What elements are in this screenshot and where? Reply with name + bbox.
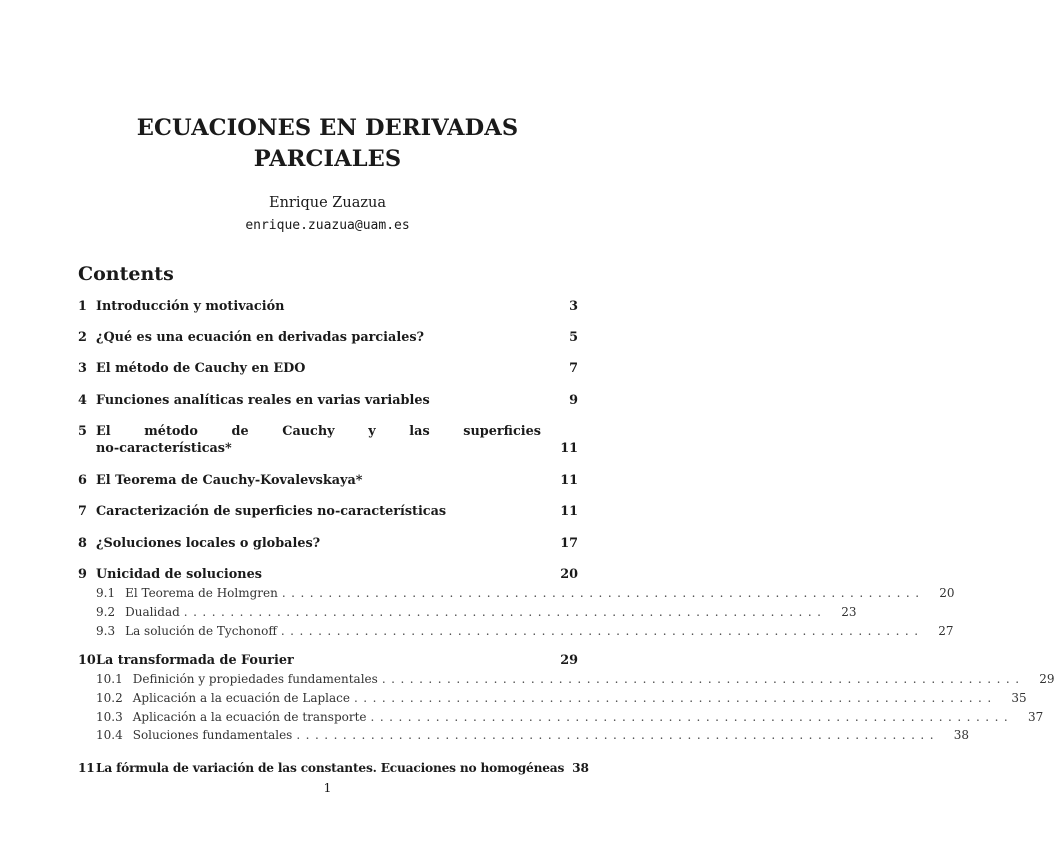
title-word: las — [409, 424, 430, 439]
subsection-page: 29 — [1039, 672, 1055, 686]
title-word: de — [231, 424, 249, 439]
subsection-number: 10.1 — [96, 672, 123, 686]
toc-section-11[interactable] — [78, 760, 589, 776]
section-page: 29 — [560, 653, 578, 668]
page-number: 1 — [323, 780, 332, 795]
subsection-title: Aplicación a la ecuación de Laplace — [132, 691, 350, 705]
section-page: 17 — [560, 536, 578, 551]
section-number: 8 — [78, 536, 87, 551]
subsection-number: 9.2 — [96, 605, 116, 619]
subsection-page: 35 — [1011, 691, 1027, 705]
section-page: 11 — [560, 473, 578, 488]
toc-section-8[interactable] — [78, 536, 578, 552]
toc-subsection-10-2[interactable] — [96, 691, 1027, 706]
toc-section-5[interactable] — [78, 424, 578, 458]
toc-section-9[interactable] — [78, 567, 578, 583]
section-title: El Teorema de Cauchy-Kovalevskaya* — [96, 473, 363, 488]
leader-dots: ..................................................................... — [381, 672, 1025, 686]
toc-subsection-10-3[interactable] — [96, 710, 1044, 725]
section-page: 38 — [572, 761, 589, 775]
section-page: 9 — [569, 393, 578, 408]
title-word: método — [144, 424, 198, 439]
section-title-line-1 — [96, 424, 541, 440]
subsection-number: 9.3 — [96, 624, 116, 638]
subsection-title: Dualidad — [125, 605, 180, 619]
subsection-title: Soluciones fundamentales — [132, 728, 293, 742]
toc-subsection-9-3[interactable] — [96, 624, 954, 639]
section-number: 2 — [78, 330, 87, 345]
title-word: Cauchy — [282, 424, 335, 439]
section-number: 4 — [78, 393, 87, 408]
leader-dots: ..................................................................... — [183, 605, 827, 619]
title-line-1: ECUACIONES EN DERIVADAS — [136, 115, 519, 141]
section-title: Caracterización de superficies no-características — [96, 504, 447, 519]
leader-dots: ..................................................................... — [353, 691, 997, 705]
subsection-title: Aplicación a la ecuación de transporte — [132, 710, 367, 724]
section-title: ¿Qué es una ecuación en derivadas parciales? — [96, 330, 425, 345]
section-number: 9 — [78, 567, 87, 582]
toc-subsection-10-4[interactable] — [96, 728, 970, 743]
section-title: ¿Soluciones locales o globales? — [96, 536, 321, 551]
subsection-title: El Teorema de Holmgren — [125, 586, 278, 600]
section-number: 1 — [78, 299, 87, 314]
subsection-number: 10.4 — [96, 728, 123, 742]
section-number: 5 — [78, 424, 87, 439]
section-page: 20 — [560, 567, 578, 582]
title-line-2: PARCIALES — [253, 146, 402, 172]
section-number: 6 — [78, 473, 87, 488]
contents-heading: Contents — [78, 263, 174, 285]
section-number: 7 — [78, 504, 87, 519]
section-page: 11 — [560, 504, 578, 519]
subsection-page: 20 — [939, 586, 955, 600]
toc-section-10[interactable] — [78, 653, 578, 669]
section-title: El método de Cauchy en EDO — [96, 361, 306, 376]
section-title: Introducción y motivación — [96, 299, 285, 314]
toc-section-7[interactable] — [78, 504, 578, 520]
section-title: La fórmula de variación de las constantes. Ecuaciones no homogéneas — [96, 761, 565, 775]
subsection-page: 23 — [841, 605, 857, 619]
subsection-title: La solución de Tychonoff — [125, 624, 277, 638]
section-page: 7 — [569, 361, 578, 376]
section-title: Unicidad de soluciones — [96, 567, 262, 582]
leader-dots: ..................................................................... — [280, 624, 924, 638]
toc-section-3[interactable] — [78, 361, 578, 377]
section-page: 11 — [560, 441, 578, 456]
section-title-line-2: no-características* — [96, 441, 232, 456]
leader-dots: ..................................................................... — [370, 710, 1014, 724]
section-number: 10 — [78, 653, 96, 668]
subsection-number: 10.2 — [96, 691, 123, 705]
author-name: Enrique Zuazua — [269, 195, 386, 211]
toc-subsection-9-2[interactable] — [96, 605, 857, 620]
subsection-number: 9.1 — [96, 586, 116, 600]
toc-section-2[interactable] — [78, 330, 578, 346]
subsection-number: 10.3 — [96, 710, 123, 724]
subsection-title: Definición y propiedades fundamentales — [132, 672, 378, 686]
subsection-page: 27 — [938, 624, 954, 638]
section-title: La transformada de Fourier — [96, 653, 294, 668]
section-number: 3 — [78, 361, 87, 376]
author-email: enrique.zuazua@uam.es — [245, 218, 410, 233]
leader-dots: ..................................................................... — [281, 586, 925, 600]
toc-section-4[interactable] — [78, 393, 578, 409]
toc-subsection-10-1[interactable] — [96, 672, 1055, 687]
section-title: Funciones analíticas reales en varias variables — [96, 393, 430, 408]
subsection-page: 38 — [953, 728, 970, 742]
title-word: El — [96, 424, 111, 439]
toc-subsection-9-1[interactable] — [96, 586, 955, 601]
leader-dots: ..................................................................... — [296, 728, 940, 742]
section-number: 11 — [78, 761, 95, 775]
section-page: 3 — [569, 299, 578, 314]
toc-section-6[interactable] — [78, 473, 578, 489]
subsection-page: 37 — [1027, 710, 1044, 724]
title-word: y — [368, 424, 376, 439]
section-page: 5 — [569, 330, 578, 345]
toc-section-1[interactable] — [78, 299, 578, 315]
title-word: superficies — [463, 424, 541, 439]
document-title — [0, 113, 655, 175]
